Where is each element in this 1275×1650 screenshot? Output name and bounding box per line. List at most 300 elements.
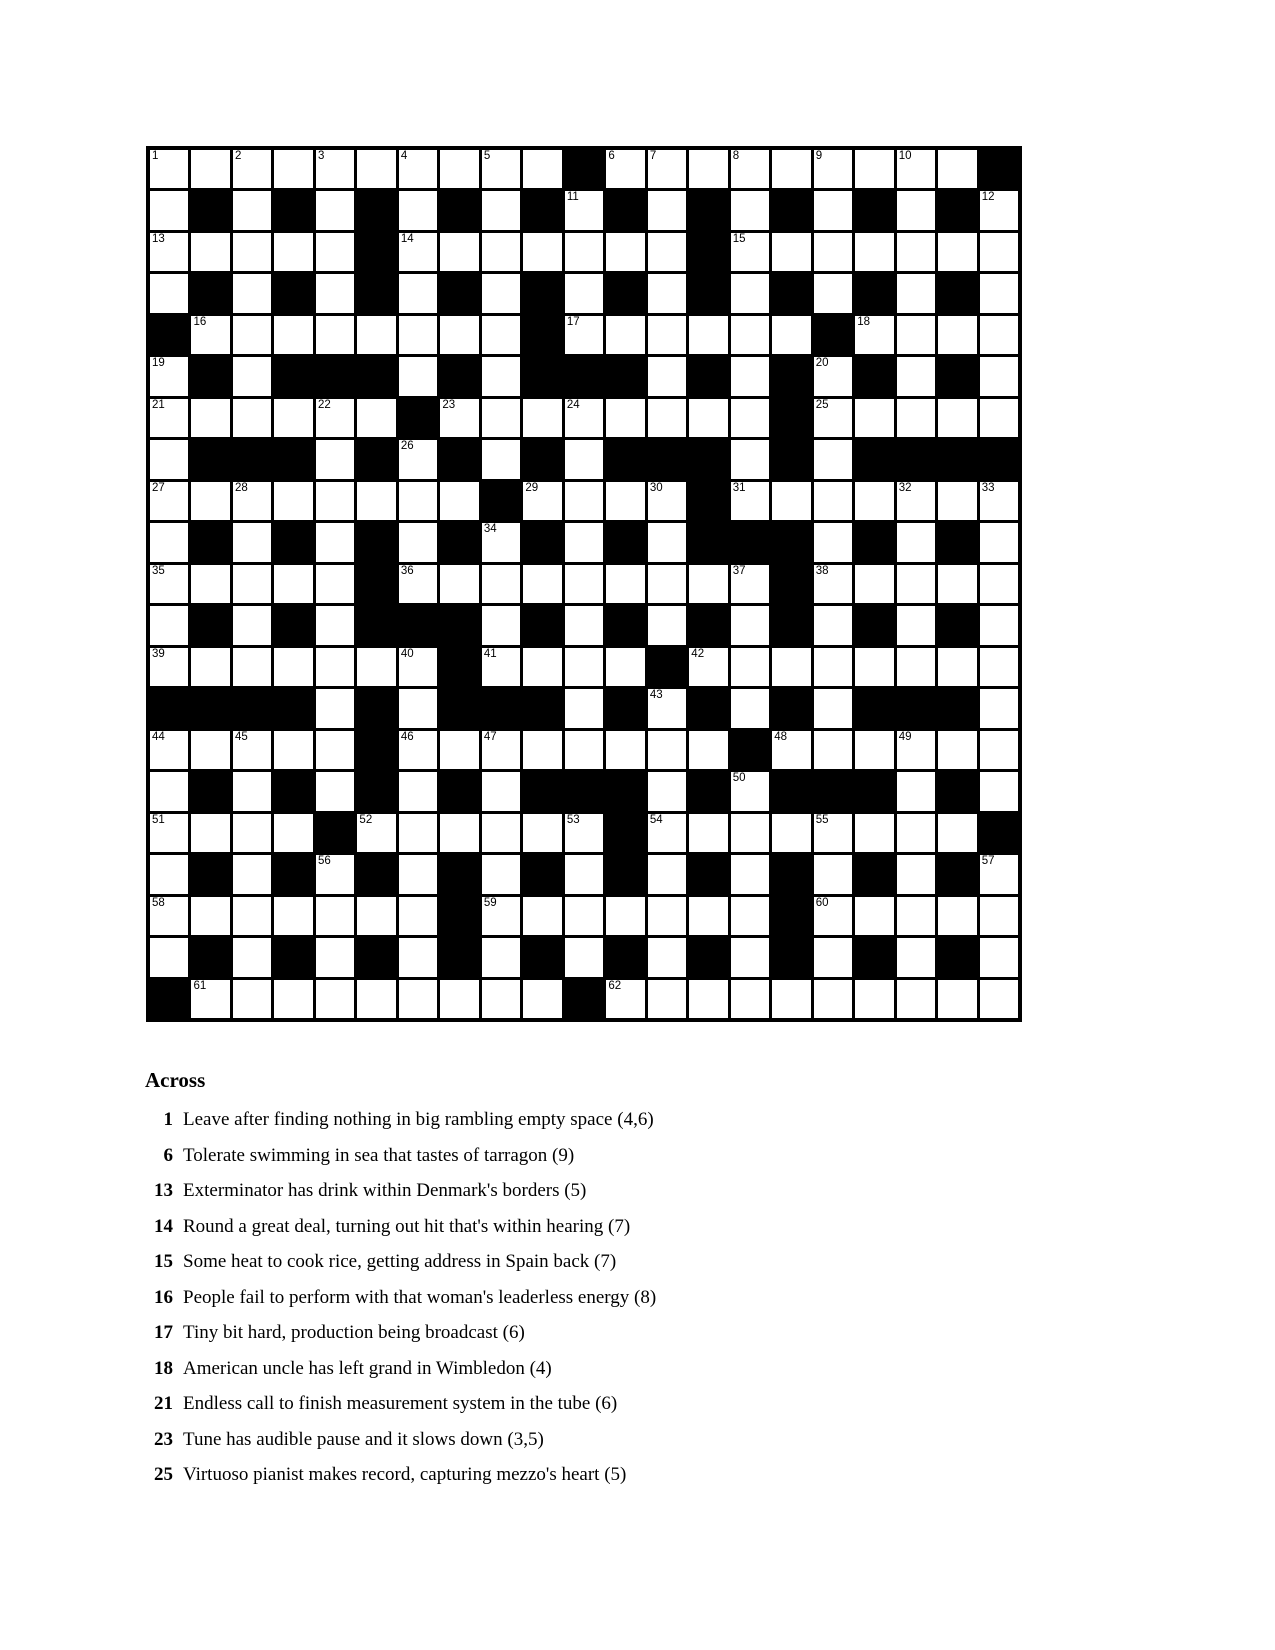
grid-cell[interactable]: [274, 399, 312, 437]
grid-cell[interactable]: [855, 150, 893, 188]
grid-cell[interactable]: [274, 980, 312, 1018]
grid-cell[interactable]: [897, 855, 935, 893]
grid-cell[interactable]: [274, 814, 312, 852]
grid-cell[interactable]: [731, 606, 769, 644]
grid-cell[interactable]: [523, 648, 561, 686]
grid-cell[interactable]: [731, 938, 769, 976]
grid-cell[interactable]: [482, 565, 520, 603]
grid-cell[interactable]: [399, 897, 437, 935]
grid-cell[interactable]: [855, 897, 893, 935]
grid-cell[interactable]: [399, 274, 437, 312]
grid-cell[interactable]: [938, 731, 976, 769]
grid-cell[interactable]: [938, 233, 976, 271]
grid-cell[interactable]: [150, 648, 188, 686]
grid-cell[interactable]: [897, 772, 935, 810]
grid-cell[interactable]: [648, 855, 686, 893]
grid-cell[interactable]: [191, 150, 229, 188]
grid-cell[interactable]: [523, 233, 561, 271]
grid-cell[interactable]: [897, 150, 935, 188]
grid-cell[interactable]: [648, 606, 686, 644]
grid-cell[interactable]: [814, 274, 852, 312]
grid-cell[interactable]: [482, 897, 520, 935]
grid-cell[interactable]: [814, 897, 852, 935]
grid-cell[interactable]: [772, 233, 810, 271]
grid-cell[interactable]: [565, 731, 603, 769]
grid-cell[interactable]: [191, 897, 229, 935]
grid-cell[interactable]: [814, 191, 852, 229]
grid-cell[interactable]: [772, 980, 810, 1018]
grid-cell[interactable]: [316, 482, 354, 520]
grid-cell[interactable]: [233, 357, 271, 395]
grid-cell[interactable]: [274, 233, 312, 271]
grid-cell[interactable]: [814, 689, 852, 727]
grid-cell[interactable]: [482, 357, 520, 395]
grid-cell[interactable]: [565, 814, 603, 852]
grid-cell[interactable]: [274, 482, 312, 520]
grid-cell[interactable]: [233, 772, 271, 810]
grid-cell[interactable]: [316, 316, 354, 354]
grid-cell[interactable]: [938, 897, 976, 935]
grid-cell[interactable]: [233, 150, 271, 188]
grid-cell[interactable]: [150, 440, 188, 478]
grid-cell[interactable]: [980, 399, 1018, 437]
grid-cell[interactable]: [814, 855, 852, 893]
grid-cell[interactable]: [689, 316, 727, 354]
grid-cell[interactable]: [150, 399, 188, 437]
grid-cell[interactable]: [150, 523, 188, 561]
grid-cell[interactable]: [855, 316, 893, 354]
grid-cell[interactable]: [648, 897, 686, 935]
grid-cell[interactable]: [274, 731, 312, 769]
grid-cell[interactable]: [814, 233, 852, 271]
grid-cell[interactable]: [233, 897, 271, 935]
grid-cell[interactable]: [399, 440, 437, 478]
grid-cell[interactable]: [938, 980, 976, 1018]
grid-cell[interactable]: [399, 938, 437, 976]
grid-cell[interactable]: [565, 565, 603, 603]
grid-cell[interactable]: [233, 938, 271, 976]
grid-cell[interactable]: [606, 399, 644, 437]
grid-cell[interactable]: [606, 980, 644, 1018]
grid-cell[interactable]: [357, 482, 395, 520]
grid-cell[interactable]: [399, 689, 437, 727]
grid-cell[interactable]: [689, 399, 727, 437]
grid-cell[interactable]: [980, 689, 1018, 727]
grid-cell[interactable]: [565, 440, 603, 478]
grid-cell[interactable]: [897, 980, 935, 1018]
grid-cell[interactable]: [274, 648, 312, 686]
grid-cell[interactable]: [772, 648, 810, 686]
grid-cell[interactable]: [482, 731, 520, 769]
grid-cell[interactable]: [440, 482, 478, 520]
grid-cell[interactable]: [606, 482, 644, 520]
grid-cell[interactable]: [689, 980, 727, 1018]
grid-cell[interactable]: [316, 191, 354, 229]
grid-cell[interactable]: [648, 399, 686, 437]
grid-cell[interactable]: [482, 814, 520, 852]
grid-cell[interactable]: [565, 938, 603, 976]
grid-cell[interactable]: [316, 565, 354, 603]
grid-cell[interactable]: [980, 482, 1018, 520]
grid-cell[interactable]: [731, 274, 769, 312]
grid-cell[interactable]: [150, 938, 188, 976]
grid-cell[interactable]: [689, 565, 727, 603]
grid-cell[interactable]: [233, 731, 271, 769]
grid-cell[interactable]: [482, 772, 520, 810]
grid-cell[interactable]: [399, 357, 437, 395]
grid-cell[interactable]: [482, 523, 520, 561]
grid-cell[interactable]: [855, 980, 893, 1018]
grid-cell[interactable]: [523, 482, 561, 520]
grid-cell[interactable]: [316, 772, 354, 810]
grid-cell[interactable]: [523, 150, 561, 188]
grid-cell[interactable]: [897, 814, 935, 852]
grid-cell[interactable]: [482, 233, 520, 271]
grid-cell[interactable]: [523, 565, 561, 603]
grid-cell[interactable]: [150, 565, 188, 603]
grid-cell[interactable]: [357, 980, 395, 1018]
grid-cell[interactable]: [731, 482, 769, 520]
grid-cell[interactable]: [897, 606, 935, 644]
grid-cell[interactable]: [233, 191, 271, 229]
grid-cell[interactable]: [689, 731, 727, 769]
grid-cell[interactable]: [399, 233, 437, 271]
grid-cell[interactable]: [440, 731, 478, 769]
grid-cell[interactable]: [648, 772, 686, 810]
grid-cell[interactable]: [150, 897, 188, 935]
grid-cell[interactable]: [233, 399, 271, 437]
grid-cell[interactable]: [440, 565, 478, 603]
grid-cell[interactable]: [233, 855, 271, 893]
grid-cell[interactable]: [565, 689, 603, 727]
grid-cell[interactable]: [482, 150, 520, 188]
grid-cell[interactable]: [150, 731, 188, 769]
grid-cell[interactable]: [191, 814, 229, 852]
grid-cell[interactable]: [191, 731, 229, 769]
grid-cell[interactable]: [897, 191, 935, 229]
grid-cell[interactable]: [648, 150, 686, 188]
grid-cell[interactable]: [399, 772, 437, 810]
grid-cell[interactable]: [440, 233, 478, 271]
grid-cell[interactable]: [191, 316, 229, 354]
grid-cell[interactable]: [814, 440, 852, 478]
grid-cell[interactable]: [606, 150, 644, 188]
grid-cell[interactable]: [814, 399, 852, 437]
grid-cell[interactable]: [482, 648, 520, 686]
grid-cell[interactable]: [731, 233, 769, 271]
grid-cell[interactable]: [523, 731, 561, 769]
grid-cell[interactable]: [357, 316, 395, 354]
grid-cell[interactable]: [731, 689, 769, 727]
grid-cell[interactable]: [689, 814, 727, 852]
grid-cell[interactable]: [233, 274, 271, 312]
grid-cell[interactable]: [648, 523, 686, 561]
grid-cell[interactable]: [399, 814, 437, 852]
grid-cell[interactable]: [565, 606, 603, 644]
grid-cell[interactable]: [814, 565, 852, 603]
grid-cell[interactable]: [648, 482, 686, 520]
grid-cell[interactable]: [731, 440, 769, 478]
grid-cell[interactable]: [980, 938, 1018, 976]
grid-cell[interactable]: [440, 980, 478, 1018]
grid-cell[interactable]: [980, 731, 1018, 769]
grid-cell[interactable]: [316, 233, 354, 271]
grid-cell[interactable]: [150, 606, 188, 644]
grid-cell[interactable]: [689, 648, 727, 686]
grid-cell[interactable]: [648, 191, 686, 229]
grid-cell[interactable]: [980, 565, 1018, 603]
grid-cell[interactable]: [233, 565, 271, 603]
grid-cell[interactable]: [523, 814, 561, 852]
grid-cell[interactable]: [731, 980, 769, 1018]
grid-cell[interactable]: [980, 357, 1018, 395]
grid-cell[interactable]: [316, 648, 354, 686]
grid-cell[interactable]: [731, 316, 769, 354]
grid-cell[interactable]: [233, 814, 271, 852]
grid-cell[interactable]: [897, 938, 935, 976]
grid-cell[interactable]: [648, 233, 686, 271]
grid-cell[interactable]: [150, 814, 188, 852]
grid-cell[interactable]: [399, 855, 437, 893]
grid-cell[interactable]: [814, 731, 852, 769]
grid-cell[interactable]: [523, 980, 561, 1018]
grid-cell[interactable]: [855, 648, 893, 686]
grid-cell[interactable]: [814, 814, 852, 852]
grid-cell[interactable]: [316, 150, 354, 188]
grid-cell[interactable]: [980, 648, 1018, 686]
grid-cell[interactable]: [150, 855, 188, 893]
grid-cell[interactable]: [772, 814, 810, 852]
grid-cell[interactable]: [440, 814, 478, 852]
grid-cell[interactable]: [316, 689, 354, 727]
grid-cell[interactable]: [980, 233, 1018, 271]
grid-cell[interactable]: [855, 233, 893, 271]
grid-cell[interactable]: [233, 648, 271, 686]
grid-cell[interactable]: [980, 855, 1018, 893]
grid-cell[interactable]: [689, 150, 727, 188]
grid-cell[interactable]: [482, 606, 520, 644]
grid-cell[interactable]: [980, 191, 1018, 229]
grid-cell[interactable]: [233, 523, 271, 561]
grid-cell[interactable]: [897, 482, 935, 520]
grid-cell[interactable]: [357, 814, 395, 852]
grid-cell[interactable]: [731, 855, 769, 893]
grid-cell[interactable]: [399, 980, 437, 1018]
grid-cell[interactable]: [316, 980, 354, 1018]
grid-cell[interactable]: [814, 150, 852, 188]
grid-cell[interactable]: [772, 316, 810, 354]
grid-cell[interactable]: [648, 980, 686, 1018]
grid-cell[interactable]: [316, 897, 354, 935]
grid-cell[interactable]: [648, 274, 686, 312]
grid-cell[interactable]: [274, 150, 312, 188]
grid-cell[interactable]: [648, 731, 686, 769]
grid-cell[interactable]: [482, 274, 520, 312]
grid-cell[interactable]: [357, 897, 395, 935]
grid-cell[interactable]: [399, 523, 437, 561]
grid-cell[interactable]: [814, 482, 852, 520]
grid-cell[interactable]: [150, 191, 188, 229]
grid-cell[interactable]: [316, 440, 354, 478]
grid-cell[interactable]: [731, 150, 769, 188]
grid-cell[interactable]: [938, 316, 976, 354]
grid-cell[interactable]: [980, 980, 1018, 1018]
grid-cell[interactable]: [274, 897, 312, 935]
grid-cell[interactable]: [565, 523, 603, 561]
grid-cell[interactable]: [606, 233, 644, 271]
grid-cell[interactable]: [440, 316, 478, 354]
grid-cell[interactable]: [565, 191, 603, 229]
grid-cell[interactable]: [938, 648, 976, 686]
grid-cell[interactable]: [233, 482, 271, 520]
grid-cell[interactable]: [316, 274, 354, 312]
grid-cell[interactable]: [482, 980, 520, 1018]
grid-cell[interactable]: [399, 150, 437, 188]
grid-cell[interactable]: [731, 357, 769, 395]
grid-cell[interactable]: [855, 731, 893, 769]
grid-cell[interactable]: [191, 565, 229, 603]
grid-cell[interactable]: [523, 897, 561, 935]
grid-cell[interactable]: [316, 606, 354, 644]
grid-cell[interactable]: [897, 399, 935, 437]
grid-cell[interactable]: [648, 316, 686, 354]
grid-cell[interactable]: [897, 648, 935, 686]
grid-cell[interactable]: [648, 689, 686, 727]
grid-cell[interactable]: [855, 565, 893, 603]
grid-cell[interactable]: [316, 855, 354, 893]
grid-cell[interactable]: [482, 316, 520, 354]
grid-cell[interactable]: [233, 233, 271, 271]
grid-cell[interactable]: [357, 648, 395, 686]
grid-cell[interactable]: [482, 399, 520, 437]
grid-cell[interactable]: [731, 897, 769, 935]
grid-cell[interactable]: [440, 399, 478, 437]
grid-cell[interactable]: [772, 150, 810, 188]
grid-cell[interactable]: [731, 814, 769, 852]
grid-cell[interactable]: [980, 772, 1018, 810]
grid-cell[interactable]: [399, 316, 437, 354]
grid-cell[interactable]: [938, 565, 976, 603]
grid-cell[interactable]: [980, 523, 1018, 561]
grid-cell[interactable]: [565, 399, 603, 437]
grid-cell[interactable]: [565, 897, 603, 935]
grid-cell[interactable]: [980, 897, 1018, 935]
grid-cell[interactable]: [191, 399, 229, 437]
grid-cell[interactable]: [731, 191, 769, 229]
grid-cell[interactable]: [606, 565, 644, 603]
grid-cell[interactable]: [440, 150, 478, 188]
grid-cell[interactable]: [191, 980, 229, 1018]
grid-cell[interactable]: [897, 523, 935, 561]
grid-cell[interactable]: [191, 648, 229, 686]
grid-cell[interactable]: [565, 233, 603, 271]
grid-cell[interactable]: [606, 316, 644, 354]
grid-cell[interactable]: [316, 399, 354, 437]
grid-cell[interactable]: [606, 648, 644, 686]
grid-cell[interactable]: [814, 648, 852, 686]
grid-cell[interactable]: [855, 482, 893, 520]
grid-cell[interactable]: [731, 399, 769, 437]
grid-cell[interactable]: [731, 648, 769, 686]
grid-cell[interactable]: [150, 233, 188, 271]
grid-cell[interactable]: [565, 648, 603, 686]
grid-cell[interactable]: [772, 482, 810, 520]
grid-cell[interactable]: [648, 938, 686, 976]
grid-cell[interactable]: [565, 316, 603, 354]
grid-cell[interactable]: [233, 316, 271, 354]
grid-cell[interactable]: [814, 938, 852, 976]
grid-cell[interactable]: [274, 316, 312, 354]
grid-cell[interactable]: [814, 523, 852, 561]
grid-cell[interactable]: [897, 731, 935, 769]
grid-cell[interactable]: [399, 565, 437, 603]
grid-cell[interactable]: [565, 855, 603, 893]
grid-cell[interactable]: [316, 731, 354, 769]
grid-cell[interactable]: [316, 523, 354, 561]
grid-cell[interactable]: [897, 565, 935, 603]
grid-cell[interactable]: [150, 274, 188, 312]
grid-cell[interactable]: [482, 191, 520, 229]
grid-cell[interactable]: [316, 938, 354, 976]
grid-cell[interactable]: [606, 731, 644, 769]
grid-cell[interactable]: [938, 399, 976, 437]
grid-cell[interactable]: [274, 565, 312, 603]
grid-cell[interactable]: [814, 357, 852, 395]
grid-cell[interactable]: [399, 648, 437, 686]
grid-cell[interactable]: [897, 233, 935, 271]
grid-cell[interactable]: [897, 897, 935, 935]
grid-cell[interactable]: [814, 606, 852, 644]
grid-cell[interactable]: [399, 191, 437, 229]
grid-cell[interactable]: [689, 897, 727, 935]
grid-cell[interactable]: [191, 233, 229, 271]
grid-cell[interactable]: [482, 938, 520, 976]
grid-cell[interactable]: [855, 814, 893, 852]
grid-cell[interactable]: [648, 814, 686, 852]
grid-cell[interactable]: [980, 316, 1018, 354]
grid-cell[interactable]: [399, 731, 437, 769]
grid-cell[interactable]: [897, 316, 935, 354]
grid-cell[interactable]: [897, 274, 935, 312]
grid-cell[interactable]: [399, 482, 437, 520]
grid-cell[interactable]: [938, 814, 976, 852]
grid-cell[interactable]: [357, 399, 395, 437]
grid-cell[interactable]: [233, 980, 271, 1018]
grid-cell[interactable]: [482, 440, 520, 478]
grid-cell[interactable]: [980, 274, 1018, 312]
grid-cell[interactable]: [565, 482, 603, 520]
grid-cell[interactable]: [772, 731, 810, 769]
grid-cell[interactable]: [938, 150, 976, 188]
grid-cell[interactable]: [233, 606, 271, 644]
grid-cell[interactable]: [897, 357, 935, 395]
grid-cell[interactable]: [357, 150, 395, 188]
grid-cell[interactable]: [648, 357, 686, 395]
grid-cell[interactable]: [150, 150, 188, 188]
grid-cell[interactable]: [150, 772, 188, 810]
grid-cell[interactable]: [814, 980, 852, 1018]
grid-cell[interactable]: [938, 482, 976, 520]
grid-cell[interactable]: [523, 399, 561, 437]
grid-cell[interactable]: [150, 357, 188, 395]
grid-cell[interactable]: [648, 565, 686, 603]
grid-cell[interactable]: [855, 399, 893, 437]
grid-cell[interactable]: [565, 274, 603, 312]
grid-cell[interactable]: [980, 606, 1018, 644]
grid-cell[interactable]: [150, 482, 188, 520]
grid-cell[interactable]: [731, 772, 769, 810]
grid-cell[interactable]: [731, 565, 769, 603]
